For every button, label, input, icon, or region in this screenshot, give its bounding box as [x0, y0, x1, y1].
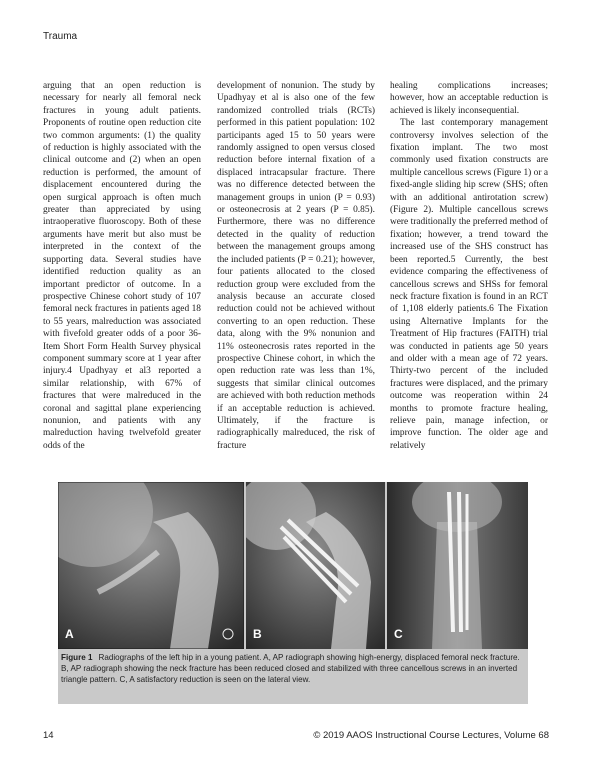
text-column-3: [390, 80, 548, 452]
radiograph-panel-b: [246, 482, 385, 649]
text-column-2: [217, 80, 375, 452]
section-label: Trauma: [43, 31, 78, 42]
figure-1: [58, 482, 528, 704]
page-number: 14: [43, 730, 54, 741]
figure-caption: [61, 652, 523, 685]
paragraph: arguing that an open reduction is necessary for nearly all femoral neck fractures in young adult patients. Proponents of routine open reduction cite two common arguments: (1) the quality of reduction is highly associated with the clinical outcome and (2) when an open reduction is performed, the amount of displacement encountered during the open surgical approach is often much greater than appreciated by using intraoperative fluoroscopy. Both of these arguments have merit but also must be interpreted in the context of the supporting data. Several studies have identified reduction quality as an important predictor of outcome. In a prospective Chinese cohort study of 107 femoral neck fractures in patients aged 18 to 55 years, malreduction was associated with fivefold greater odds of a poor 36-Item Short Form Health Survey physical component summary score at 1 year after injury.4 Upadhyay et al3 reported a similar relationship, with 67% of fractures that were malreduced in the coronal and sagittal plane experiencing nonunion, and patients with any malreduction having twelvefold greater odds of the: [43, 81, 201, 451]
caption-label: Figure 1: [61, 653, 93, 662]
panel-letter-b: B: [253, 627, 262, 641]
publication-footer: © 2019 AAOS Instructional Course Lectures, Volume 68: [313, 730, 549, 741]
radiograph-panel-c: [387, 482, 528, 649]
text-column-1: [43, 80, 201, 452]
radiograph-image-c: [387, 482, 528, 649]
panel-letter-a: A: [65, 627, 74, 641]
radiograph-image-a: [58, 482, 244, 649]
radiograph-image-b: [246, 482, 385, 649]
radiograph-panel-a: [58, 482, 244, 649]
panel-letter-c: C: [394, 627, 403, 641]
paragraph: The last contemporary management controversy involves selection of the fixation implant. The two most commonly used fixation constructs are multiple cancellous screws (Figure 1) or a fixed-angle sliding hip screw (SHS; often with an additional antirotation screw) (Figure 2). Multiple cancellous screws were traditionally the preferred method of fixation; however, a trend toward the increased use of the SHS construct has been reported.5 Currently, the best evidence comparing the effectiveness of cancellous screws and SHSs for femoral neck fracture fixation is found in an RCT of 1,108 elderly patients.6 The Fixation using Alternative Implants for the Treatment of Hip fractures (FAITH) trial was conducted in patients age 50 years and older with a mean age of 72 years. Thirty-two percent of the included fractures were displaced, and the primary outcome was reoperation within 24 months to promote fracture healing, relieve pain, manage infection, or improve function. The older age and relatively: [390, 118, 548, 451]
caption-text: Radiographs of the left hip in a young patient. A, AP radiograph showing high-energy, displaced femoral neck fracture. B, AP radiograph showing the neck fracture has been reduced closed and stabilized with three cancellous screws in an inverted triangle pattern. C, A satisfactory reduction is seen on the lateral view.: [61, 653, 520, 684]
paragraph: healing complications increases; however, how an acceptable reduction is achieved is likely inconsequential.: [390, 81, 548, 116]
paragraph: development of nonunion. The study by Upadhyay et al is also one of the few randomized controlled trials (RCTs) performed in this patient population: 102 participants aged 15 to 50 years were randomly assigned to open versus closed reduction before internal fixation of a displaced intracapsular fracture. There was no difference detected between the management groups in union (P = 0.93) or osteonecrosis at 2 years (P = 0.85). Furthermore, there was no difference detected in the quality of reduction between the management groups among the included patients (P = 0.21); however, four patients allocated to the closed reduction group were excluded from the analysis because an accurate closed reduction could not be achieved without converting to an open reduction. These data, along with the 9% nonunion and 11% osteonecrosis rates reported in the prospective Chinese cohort, in which the open reduction rate was less than 1%, suggests that similar clinical outcomes are achieved with both reduction methods if an acceptable reduction is achieved. Ultimately, if the fracture is radiographically malreduced, the risk of fracture: [217, 81, 375, 451]
